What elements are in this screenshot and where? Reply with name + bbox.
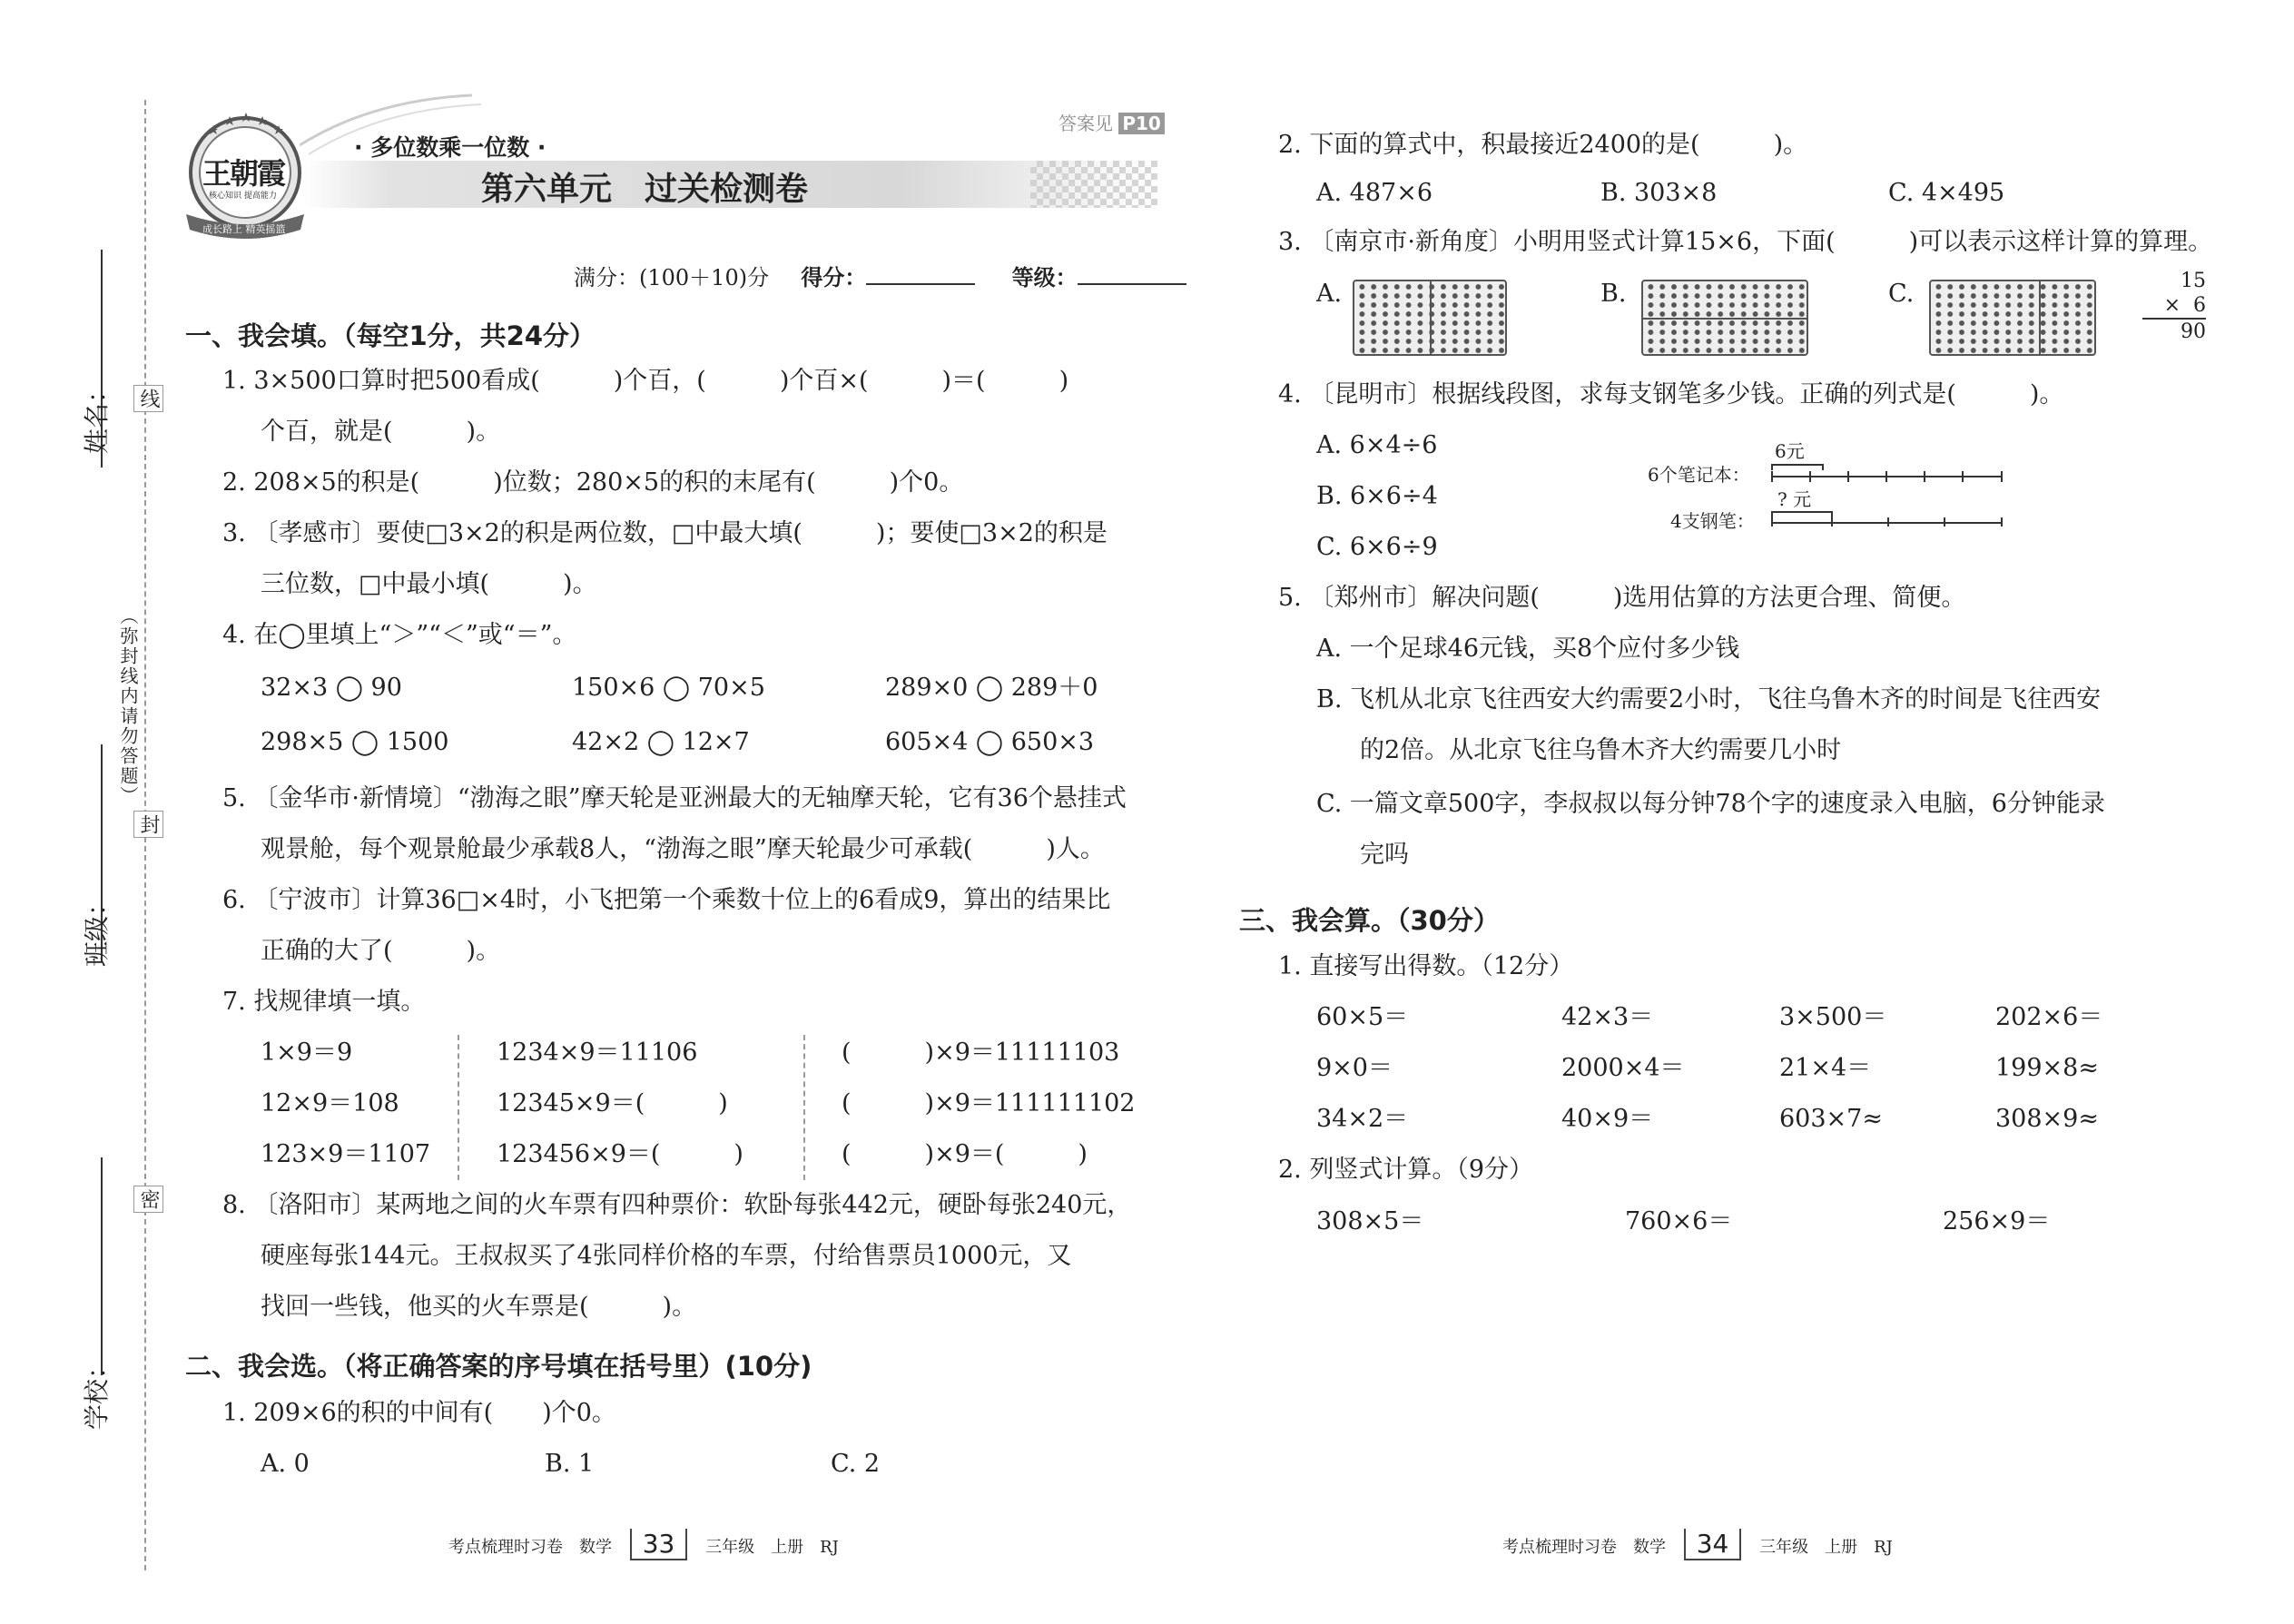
footer-right-page: 34 [1684, 1529, 1742, 1560]
s3-sub2: 2. 列竖式计算。（9分） [1278, 1156, 1534, 1184]
school-label: 学校： [82, 1353, 112, 1430]
s1-q7-cell: 1×9＝9 [261, 1038, 353, 1067]
s2-q5: 5. 〔郑州市〕解决问题( )选用估算的方法更合理、简便。 [1278, 584, 1966, 612]
s2-q4-option[interactable]: A. 6×4÷6 [1316, 431, 1438, 459]
vertical-calc-line: 15 [2181, 270, 2206, 292]
dot-array-a [1353, 280, 1507, 356]
calc-item: 199×8≈ [1995, 1054, 2099, 1082]
s2-q5-option-b[interactable]: B. 飞机从北京飞往西安大约需要2小时，飞往乌鲁木齐的时间是飞往西安 [1316, 685, 2102, 714]
logo-subtext: 核心知识 提高能力 [209, 192, 277, 201]
s2-q2-option[interactable]: C. 4×495 [1888, 179, 2005, 207]
s1-q7-cell: 12345×9＝( ) [497, 1089, 728, 1117]
s2-q3-option-b[interactable]: B. [1600, 280, 1627, 308]
s1-q5-line1: 5. 〔金华市·新情境〕“渤海之眼”摩天轮是亚洲最大的无轴摩天轮，它有36个悬挂式 [222, 784, 1127, 812]
s1-q7-cell: ( )×9＝111111102 [842, 1089, 1136, 1117]
binding-note: （弥封线内请勿答题） [117, 606, 139, 806]
s2-q1-option[interactable]: B. 1 [545, 1450, 595, 1478]
binding-mark-mi: 密 [133, 1186, 163, 1213]
score-input[interactable] [866, 283, 975, 285]
calc-item: 202×6＝ [1995, 1003, 2103, 1031]
s2-q2-option[interactable]: B. 303×8 [1600, 179, 1718, 207]
full-score: 满分：(100＋10)分 [574, 265, 770, 290]
segment-row2-label: 4支钢笔： [1670, 510, 1755, 532]
s2-q4-option[interactable]: C. 6×6÷9 [1316, 533, 1438, 561]
section3-heading: 三、我会算。（30分） [1239, 905, 1500, 936]
answer-page-badge: P10 [1118, 113, 1165, 134]
vertical-calc-item: 760×6＝ [1625, 1207, 1733, 1235]
footer-left [448, 1529, 839, 1560]
s1-q7: 7. 找规律填一填。 [222, 988, 426, 1016]
s1-q8-line1: 8. 〔洛阳市〕某两地之间的火车票有四种票价：软卧每张442元，硬卧每张240元， [222, 1191, 1132, 1219]
footer-left-page: 33 [630, 1529, 688, 1560]
vertical-calc-item: 308×5＝ [1316, 1207, 1424, 1235]
line-segment-diagram [1770, 454, 2011, 527]
s1-q6-line1: 6. 〔宁波市〕计算36□×4时，小飞把第一个乘数十位上的6看成9，算出的结果比 [222, 886, 1111, 914]
s2-q4: 4. 〔昆明市〕根据线段图，求每支钢笔多少钱。正确的列式是( )。 [1278, 380, 2064, 408]
school-field[interactable] [77, 1157, 113, 1430]
s1-q1-line1: 1. 3×500口算时把500看成( )个百，( )个百×( )＝( ) [222, 367, 1069, 395]
s2-q5-option-a[interactable]: A. 一个足球46元钱，买8个应付多少钱 [1316, 635, 1740, 663]
q7-divider [803, 1035, 805, 1180]
s1-q7-cell: 1234×9＝11106 [497, 1038, 698, 1067]
section2-heading: 二、我会选。（将正确答案的序号填在括号里）(10分) [185, 1351, 812, 1382]
grade-input[interactable] [1078, 283, 1186, 285]
footer-right-text: 考点梳理时习卷 数学 [1502, 1538, 1666, 1557]
score-line [574, 260, 1186, 291]
s2-q3-option-c[interactable]: C. [1888, 280, 1915, 308]
s1-q6-line2: 正确的大了( )。 [261, 937, 501, 965]
s2-q1-option[interactable]: A. 0 [261, 1450, 310, 1478]
s1-q4-item: 605×4 ◯ 650×3 [885, 728, 1095, 756]
section1-heading: 一、我会填。（每空1分，共24分） [185, 320, 596, 351]
s1-q2: 2. 208×5的积是( )位数；280×5的积的末尾有( )个0。 [222, 468, 964, 497]
s1-q4-item: 42×2 ◯ 12×7 [572, 728, 750, 756]
vertical-calc-line: × 6 [2142, 293, 2206, 320]
unit-subtitle: · 多位数乘一位数 · [354, 134, 546, 161]
s1-q7-cell: ( )×9＝( ) [842, 1140, 1088, 1168]
s1-q4-item: 289×0 ◯ 289＋0 [885, 674, 1098, 702]
name-field[interactable] [77, 250, 113, 522]
dot-array-c [1929, 280, 2096, 356]
s1-q8-line2: 硬座每张144元。王叔叔买了4张同样价格的车票，付给售票员1000元，又 [261, 1242, 1072, 1270]
s1-q4: 4. 在◯里填上“＞”“＜”或“＝”。 [222, 621, 577, 649]
s1-q3-line1: 3. 〔孝感市〕要使□3×2的积是两位数，□中最大填( )；要使□3×2的积是 [222, 519, 1108, 547]
calc-item: 34×2＝ [1316, 1105, 1409, 1133]
calc-item: 3×500＝ [1779, 1003, 1887, 1031]
segment-row1-label: 6个笔记本： [1648, 464, 1750, 486]
calc-item: 603×7≈ [1779, 1105, 1883, 1133]
s2-q4-option[interactable]: B. 6×6÷4 [1316, 482, 1438, 510]
grade-label: 等级： [1011, 265, 1078, 290]
publisher-logo [177, 98, 313, 243]
binding-mark-xian: 线 [133, 385, 163, 412]
footer-left-grade: 三年级 上册 RJ [705, 1538, 839, 1557]
s3-sub1: 1. 直接写出得数。（12分） [1278, 952, 1574, 980]
binding-mark-feng: 封 [133, 811, 163, 838]
s1-q8-line3: 找回一些钱，他买的火车票是( )。 [261, 1293, 697, 1321]
s1-q4-item: 32×3 ◯ 90 [261, 674, 402, 702]
footer-right [1502, 1529, 1893, 1560]
s1-q5-line2: 观景舱，每个观景舱最少承载8人，“渤海之眼”摩天轮最少可承载( )人。 [261, 835, 1105, 863]
s2-q5-option-c-cont: 完吗 [1360, 841, 1409, 869]
logo-text: 王朝霞 [202, 156, 285, 191]
calc-item: 21×4＝ [1779, 1054, 1872, 1082]
vertical-calc-line: 90 [2181, 320, 2206, 343]
vertical-calc-15x6 [2142, 269, 2206, 344]
calc-item: 308×9≈ [1995, 1105, 2099, 1133]
s2-q3: 3. 〔南京市·新角度〕小明用竖式计算15×6，下面( )可以表示这样计算的算理。 [1278, 228, 2213, 256]
logo-ribbon: 成长路上 精英摇篮 [202, 223, 286, 235]
s1-q7-cell: 123×9＝1107 [261, 1140, 431, 1168]
s1-q3-line2: 三位数，□中最小填( )。 [261, 570, 597, 598]
calc-item: 9×0＝ [1316, 1054, 1393, 1082]
footer-left-text: 考点梳理时习卷 数学 [448, 1538, 612, 1557]
s2-q3-option-a[interactable]: A. [1316, 280, 1343, 308]
segment-top-label: 6元 [1775, 440, 1805, 462]
class-label: 班级： [82, 890, 112, 967]
vertical-calc-item: 256×9＝ [1943, 1207, 2051, 1235]
dot-array-b [1641, 280, 1808, 356]
s2-q5-option-c[interactable]: C. 一篇文章500字，李叔叔以每分钟78个字的速度录入电脑，6分钟能录 [1316, 790, 2105, 818]
calc-item: 40×9＝ [1561, 1105, 1654, 1133]
class-field[interactable] [77, 744, 113, 1017]
s1-q4-item: 150×6 ◯ 70×5 [572, 674, 765, 702]
s1-q7-cell: 12×9＝108 [261, 1089, 399, 1117]
q7-divider [458, 1035, 459, 1180]
calc-item: 60×5＝ [1316, 1003, 1409, 1031]
s2-q2: 2. 下面的算式中，积最接近2400的是( )。 [1278, 131, 1808, 159]
score-label: 得分： [801, 265, 867, 290]
calc-item: 42×3＝ [1561, 1003, 1654, 1031]
page-title: 第六单元 过关检测卷 [481, 171, 809, 208]
s2-q2-option[interactable]: A. 487×6 [1316, 179, 1433, 207]
s1-q7-cell: 123456×9＝( ) [497, 1140, 743, 1168]
s2-q1-option[interactable]: C. 2 [831, 1450, 881, 1478]
s1-q4-item: 298×5 ◯ 1500 [261, 728, 449, 756]
calc-item: 2000×4＝ [1561, 1054, 1685, 1082]
footer-right-grade: 三年级 上册 RJ [1759, 1538, 1893, 1557]
s2-q5-option-b-cont: 的2倍。从北京飞往乌鲁木齐大约需要几小时 [1360, 736, 1842, 764]
answer-reference-label: 答案见 [1058, 113, 1113, 134]
s2-q1: 1. 209×6的积的中间有( )个0。 [222, 1399, 616, 1427]
segment-q-label: ? 元 [1777, 488, 1812, 510]
answer-reference [1058, 109, 1165, 135]
name-label: 姓名： [82, 377, 112, 454]
title-bar-checker [1030, 161, 1157, 208]
s1-q7-cell: ( )×9＝11111103 [842, 1038, 1120, 1067]
s1-q1-line2: 个百，就是( )。 [261, 418, 501, 446]
